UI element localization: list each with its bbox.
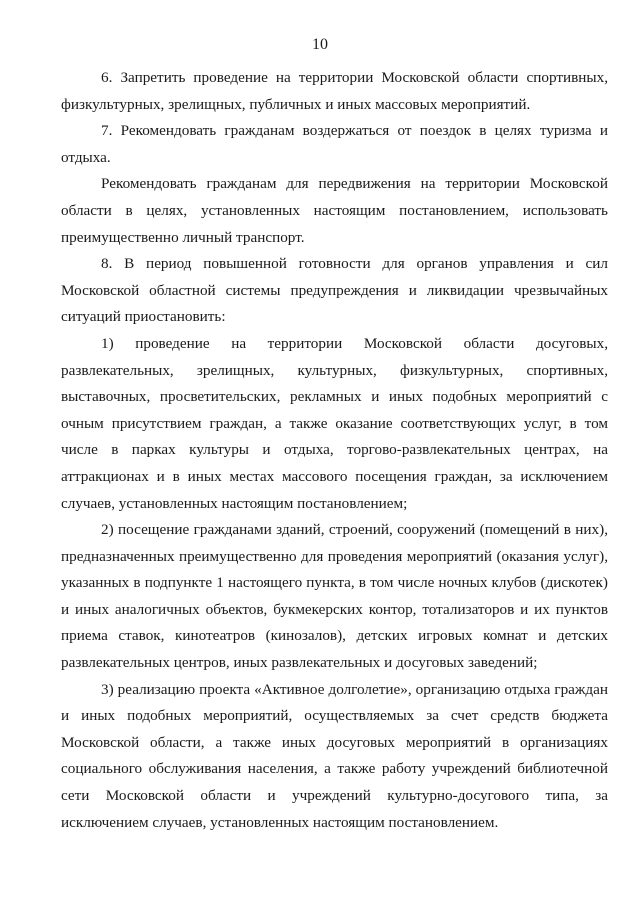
paragraph-7: 7. Рекомендовать гражданам воздержаться от поездок в целях туризма и отдыха. [61, 122, 608, 166]
document-body [61, 65, 608, 836]
paragraph-7-transport: Рекомендовать гражданам для передвижения на территории Московской области в целях, установленных настоящим постановлением, использовать преимущественно личный транспорт. [61, 175, 608, 246]
paragraph-8: 8. В период повышенной готовности для органов управления и сил Московской областной системы предупреждения и ликвидации чрезвычайных ситуаций приостановить: [61, 255, 608, 326]
paragraph-6: 6. Запретить проведение на территории Московской области спортивных, физкультурных, зрелищных, публичных и иных массовых мероприятий. [61, 69, 608, 113]
page-number: 10 [312, 36, 328, 53]
paragraph-8-item-2: 2) посещение гражданами зданий, строений, сооружений (помещений в них), предназначенных преимущественно для проведения мероприятий (оказания услуг), указанных в подпункте 1 настоящего пункта, в том числе ночных клубов (дискотек) и иных аналогичных объектов, букмекерских контор, тотализаторов и их пунктов приема ставок, кинотеатров (кинозалов), детских игровых комнат и детских развлекательных центров, иных развлекательных и досуговых заведений; [61, 521, 608, 672]
paragraph-8-item-1: 1) проведение на территории Московской области досуговых, развлекательных, зрелищных, культурных, физкультурных, спортивных, выставочных, просветительских, рекламных и иных подобных мероприятий с очным присутствием граждан, а также оказание соответствующих услуг, в том числе в парках культуры и отдыха, торгово-развлекательных центрах, на аттракционах и в иных местах массового посещения граждан, за исключением случаев, установленных настоящим постановлением; [61, 334, 608, 512]
paragraph-8-item-3: 3) реализацию проекта «Активное долголетие», организацию отдыха граждан и иных подобных мероприятий, осуществляемых за счет средств бюджета Московской области, а также иных досуговых мероприятий в организациях социального обслуживания населения, а также работу учреждений библиотечной сети Московской области и учреждений культурно-досугового типа, за исключением случаев, установленных настоящим постановлением. [61, 680, 608, 831]
